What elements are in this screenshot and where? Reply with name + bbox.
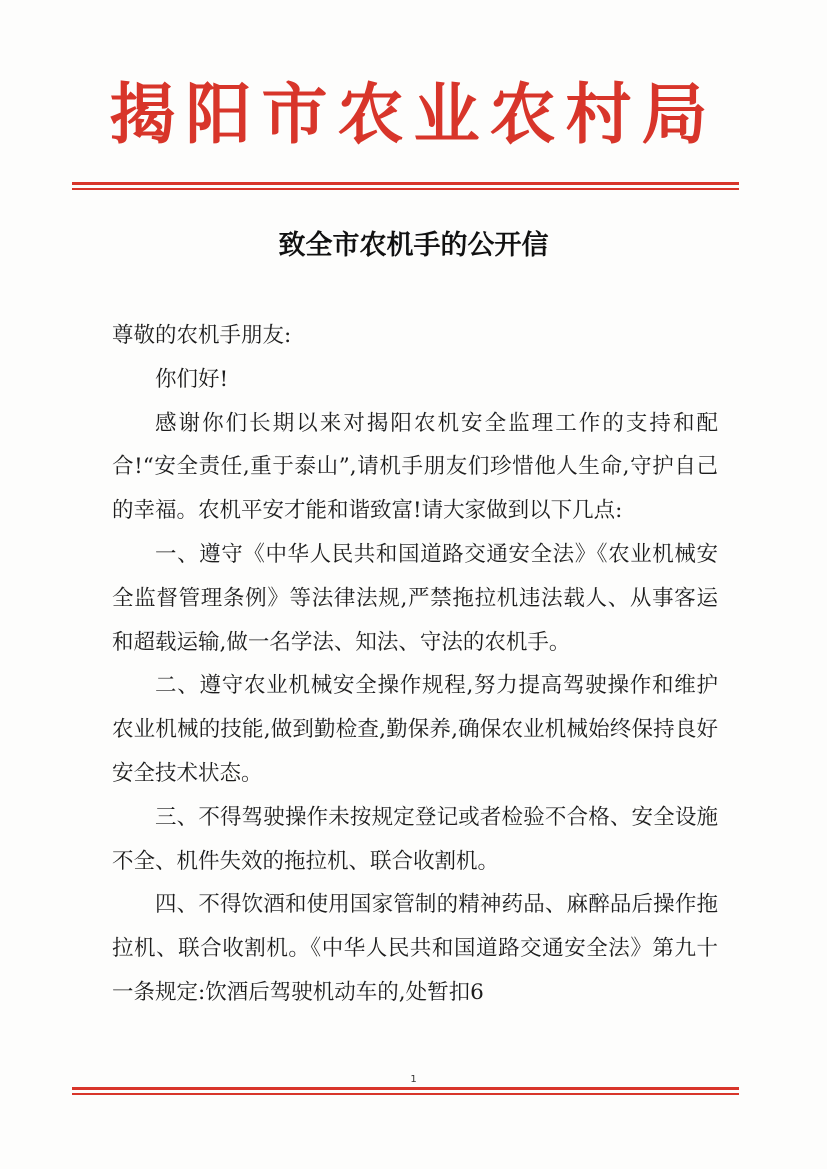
paragraph-item-3: 三、不得驾驶操作未按规定登记或者检验不合格、安全设施不全、机件失效的拖拉机、联合收割机。	[112, 804, 718, 874]
letterhead-title: 揭阳市农业农村局	[109, 75, 718, 153]
letterhead-rule-thick	[72, 182, 739, 185]
salutation: 尊敬的农机手朋友:	[112, 323, 292, 348]
paragraph-item-2: 二、遵守农业机械安全操作规程,努力提高驾驶操作和维护农业机械的技能,做到勤检查,勤保养,确保农业机械始终保持良好安全技术状态。	[112, 673, 718, 786]
paragraph-item-4: 四、不得饮酒和使用国家管制的精神药品、麻醉品后操作拖拉机、联合收割机。《中华人民共和国道路交通安全法》第九十一条规定:饮酒后驾驶机动车的,处暂扣6	[112, 892, 718, 1005]
page-number: 1	[410, 1074, 417, 1085]
letter-body	[112, 314, 718, 1015]
footer-rule-thick	[72, 1087, 739, 1090]
paragraph-item-1: 一、遵守《中华人民共和国道路交通安全法》《农业机械安全监督管理条例》等法律法规,严禁拖拉机违法载人、从事客运和超载运输,做一名学法、知法、守法的农机手。	[112, 541, 718, 655]
letterhead-rule-thin	[72, 188, 739, 190]
paragraph-intro: 感谢你们长期以来对揭阳农机安全监理工作的支持和配合!“安全责任,重于泰山”,请机手朋友们珍惜他人生命,守护自己的幸福。农机平安才能和谐致富!请大家做到以下几点:	[112, 410, 718, 524]
document-title: 致全市农机手的公开信	[278, 230, 549, 261]
greeting: 你们好!	[155, 366, 229, 392]
footer-rule-thin	[72, 1093, 739, 1095]
